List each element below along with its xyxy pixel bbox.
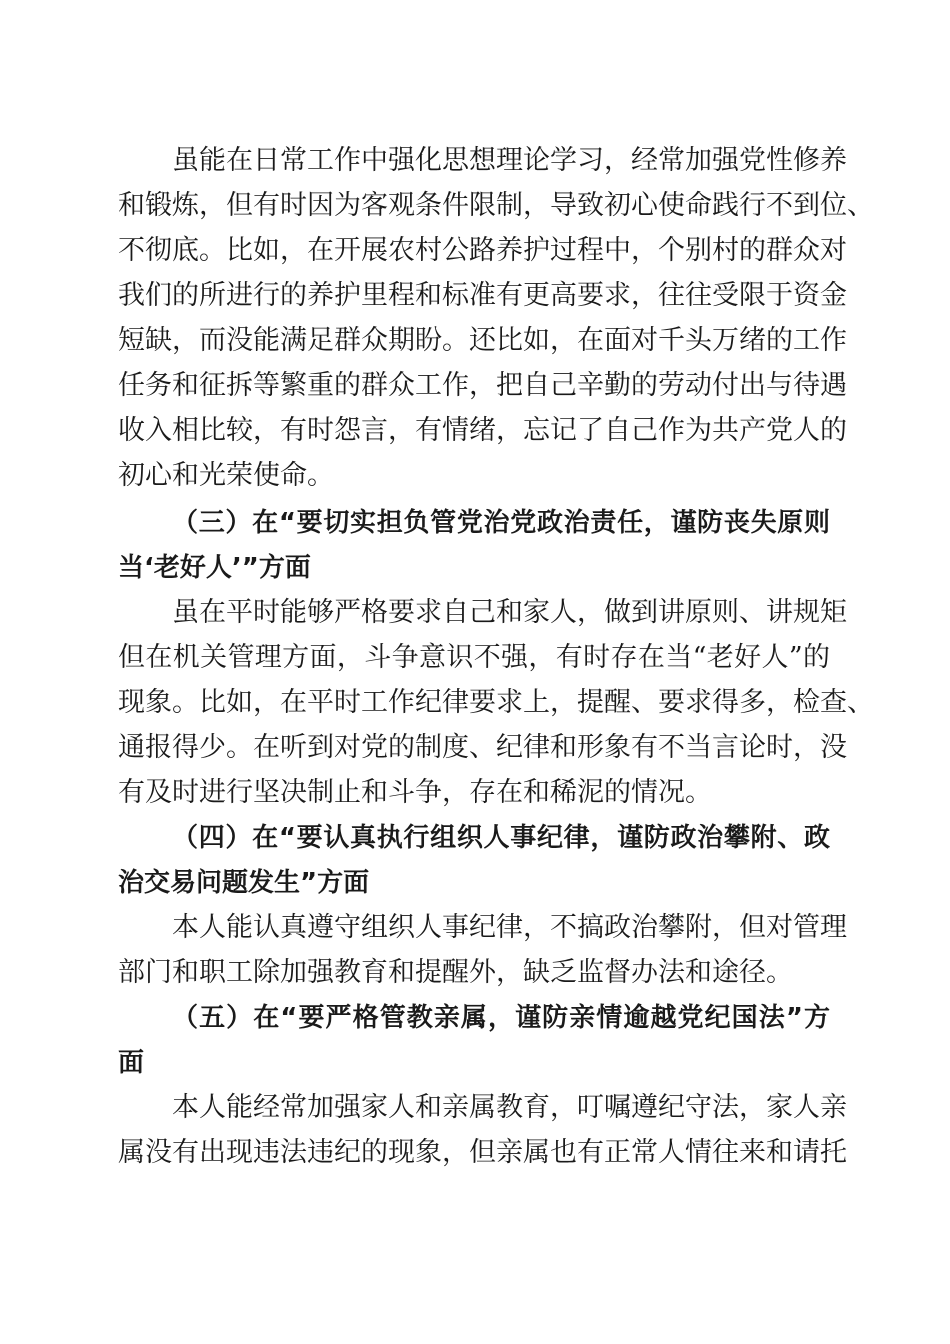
paragraph-line: 虽能在日常工作中强化思想理论学习，经常加强党性修养 (172, 145, 847, 176)
paragraph-line: 本人能认真遵守组织人事纪律，不搞政治攀附，但对管理 (172, 912, 847, 943)
paragraph-line: 收入相比较，有时怨言，有情绪，忘记了自己作为共产党人的 (118, 415, 847, 446)
paragraph-line: 部门和职工除加强教育和提醒外，缺乏监督办法和途径。 (118, 957, 793, 988)
paragraph-line: 属没有出现违法违纪的现象，但亲属也有正常人情往来和请托 (118, 1137, 847, 1168)
paragraph-line: 通报得少。在听到对党的制度、纪律和形象有不当言论时，没 (118, 732, 847, 763)
section-heading-5-cont: 面 (118, 1048, 145, 1078)
paragraph-line: 我们的所进行的养护里程和标准有更高要求，往往受限于资金 (118, 280, 847, 311)
section-heading-3: （三）在“要切实担负管党治党政治责任，谨防丧失原则 (172, 508, 830, 538)
section-heading-3-cont: 当‘老好人’”方面 (118, 553, 311, 583)
paragraph-line: 本人能经常加强家人和亲属教育，叮嘱遵纪守法，家人亲 (172, 1092, 847, 1123)
paragraph-line: 虽在平时能够严格要求自己和家人，做到讲原则、讲规矩 (172, 597, 847, 628)
paragraph-line: 初心和光荣使命。 (118, 460, 334, 491)
paragraph-line: 不彻底。比如，在开展农村公路养护过程中，个别村的群众对 (118, 235, 847, 266)
paragraph-line: 和锻炼，但有时因为客观条件限制，导致初心使命践行不到位、 (118, 190, 874, 221)
paragraph-line: 有及时进行坚决制止和斗争，存在和稀泥的情况。 (118, 777, 712, 808)
paragraph-line: 短缺，而没能满足群众期盼。还比如，在面对千头万绪的工作 (118, 325, 847, 356)
section-heading-5: （五）在“要严格管教亲属，谨防亲情逾越党纪国法”方 (172, 1003, 830, 1033)
paragraph-line: 任务和征拆等繁重的群众工作，把自己辛勤的劳动付出与待遇 (118, 370, 847, 401)
paragraph-line: 但在机关管理方面，斗争意识不强，有时存在当“老好人”的 (118, 642, 830, 673)
section-heading-4-cont: 治交易问题发生”方面 (118, 868, 370, 898)
section-heading-4: （四）在“要认真执行组织人事纪律，谨防政治攀附、政 (172, 823, 830, 853)
paragraph-line: 现象。比如，在平时工作纪律要求上，提醒、要求得多，检查、 (118, 687, 874, 718)
